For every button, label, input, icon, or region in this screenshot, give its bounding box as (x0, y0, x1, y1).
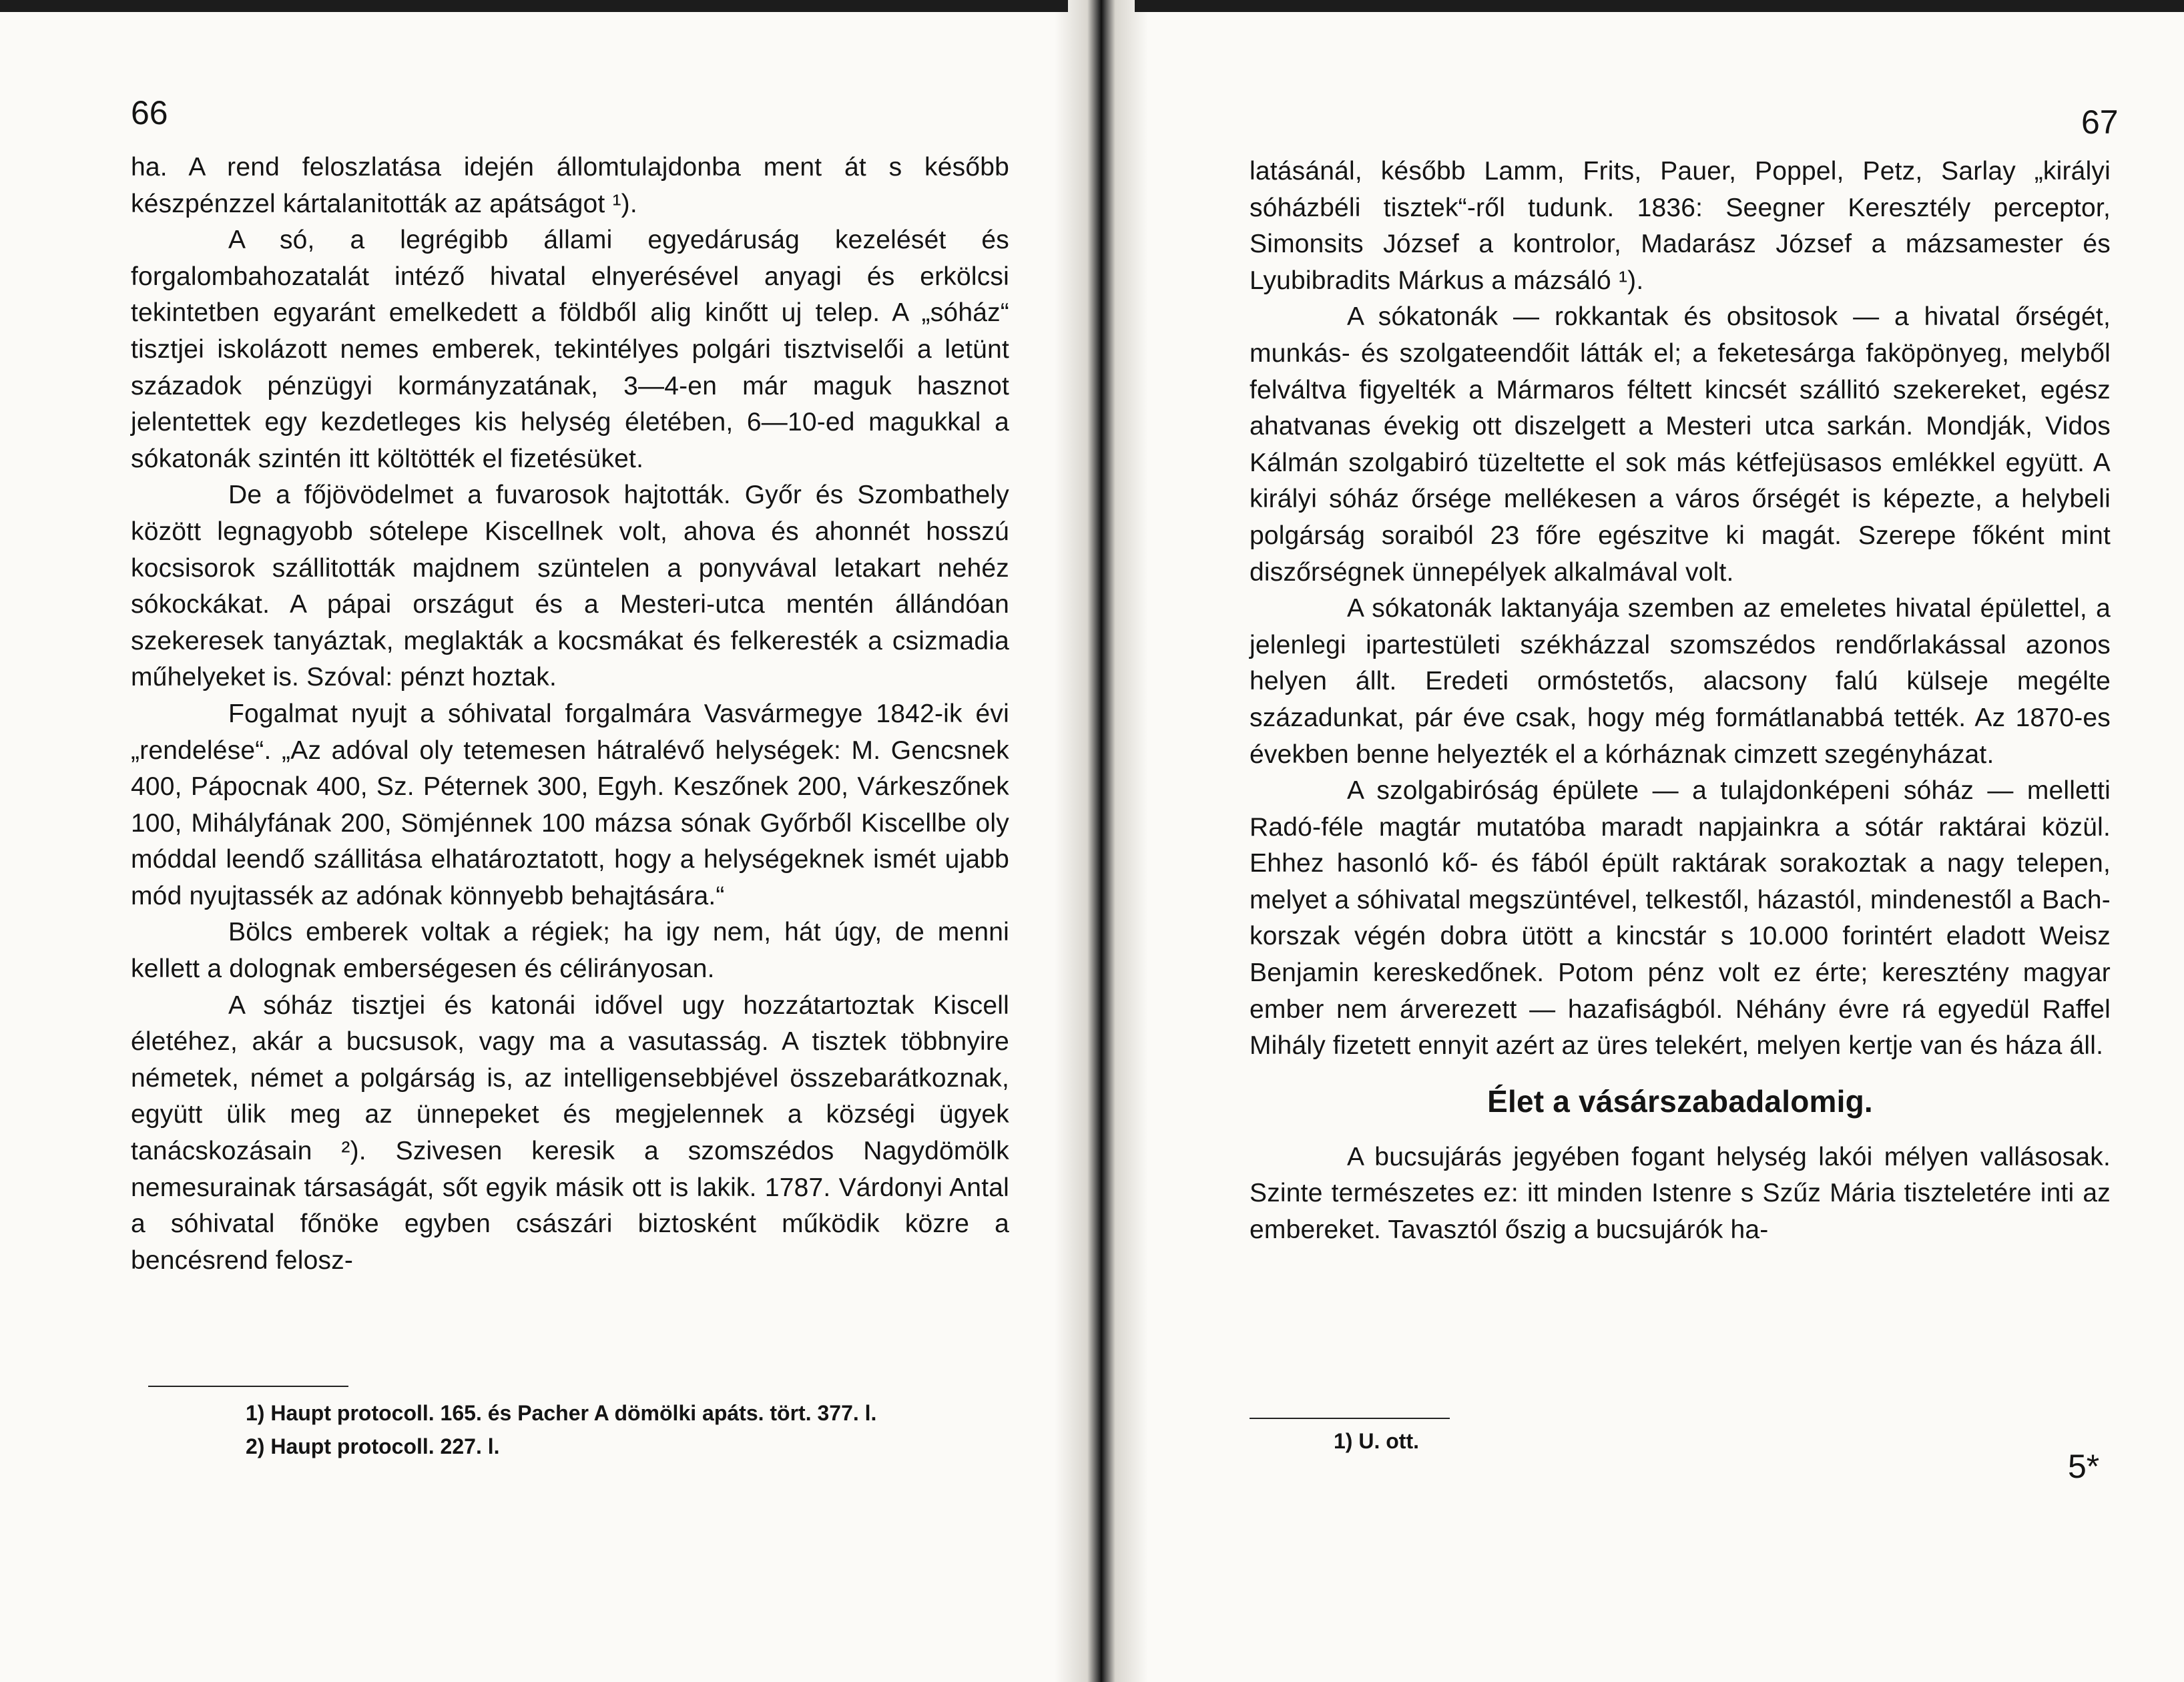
paragraph: A sókatonák laktanyája szemben az emeletes hivatal épülettel, a jelenlegi ipartestületi székházzal szomszédos rendőrlakással azonos helyen állt. Eredeti ormóstetős, alacsony falú külseje megélte századunkat, pár éve csak, hogy még formátlanabbá tették. Az 1870-es években benne helyezték el a kórháznak cimzett szegényházat. (1250, 594, 2111, 769)
paragraph: Fogalmat nyujt a sóhivatal forgalmára Vasvármegye 1842-ik évi „rendelése“. „Az adóval oly tetemesen hátralévő helységek: M. Gencsnek 400, Pápocnak 400, Sz. Péternek 300, Egyh. Keszőnek 200, Várkeszőnek 100, Mihályfának 200, Sömjénnek 100 mázsa sónak Győrből Kiscellbe oly móddal leendő szállitása elhatároztatott, hogy a helységeknek ismét ujabb mód nyujtassék az adónak könnyebb behajtására.“ (131, 699, 1009, 910)
right-footnotes (1334, 1427, 1801, 1460)
paragraph: latásánál, később Lamm, Frits, Pauer, Poppel, Petz, Sarlay „királyi sóházbéli tisztek“-ről tudunk. 1836: Seegner Keresztély perceptor, Simonsits József a kontrolor, Madarász József a mázsamester és Lyubibradits Márkus a mázsáló ¹). (1250, 157, 2111, 295)
left-page-number: 66 (131, 94, 168, 131)
paragraph: A szolgabiróság épülete — a tulajdonképeni sóház — melletti Radó-féle magtár mutatóba maradt napjainkra a sótár raktárai közül. Ehhez hasonló kő- és fából épült raktárak sorakoztak a nagy telepen, melyet a sóhivatal megszüntével, telkestől, házastól, mindenestől a Bach-korszak végén dobra ütött a kincstár s 10.000 forintért eladott Weisz Benjamin kereskedőnek. Potom pénz volt ez érte; keresztény magyar ember nem árverezett — hazafiságból. Néhány évre rá egyedül Raffel Mihály fizetett ennyit azért az üres telekért, melyen kertje van és háza áll. (1250, 776, 2111, 1061)
right-page-number: 67 (2081, 103, 2119, 141)
book-gutter (1055, 0, 1148, 1682)
left-page-top-edge (0, 0, 1068, 12)
section-heading: Élet a vásárszabadalomig. (1487, 1083, 1873, 1119)
paragraph: A só, a legrégibb állami egyedáruság kezelését és forgalombahozatalát intéző hivatal elnyerésével anyagi és erkölcsi tekintetben egyaránt emelkedett a földből alig kinőtt uj telep. A „sóház“ tisztjei iskolázott nemes emberek, tekintélyes polgári tisztviselői a letünt századok pénzügyi kormányzatának, 3—4-en már maguk hasznot jelentettek egy kezdetleges kis helység életében, 6—10-ed magukkal a sókatonák szintén itt költötték el fizetésüket. (131, 226, 1009, 473)
right-page-top-edge (1135, 0, 2184, 12)
paragraph: A sóház tisztjei és katonái idővel ugy hozzátartoztak Kiscell életéhez, akár a bucsusok, vagy ma a vasutasság. A tisztek többnyire németek, német a polgárság is, az intelligensebbjével összebarátkoznak, együtt ülik meg az ünnepeket és megjelennek a községi ügyek tanácskozásain ²). Szivesen keresik a szomszédos Nagydömölk nemesurainak társaságát, sőt egyik másik ott is lakik. 1787. Várdonyi Antal a sóhivatal főnöke egyben császári biztosként működik közre a bencésrend felosz- (131, 991, 1009, 1275)
footnote: 1) Haupt protocoll. 165. és Pacher A dömölki apáts. tört. 377. l. (246, 1401, 877, 1425)
right-page-body (1250, 154, 2111, 1249)
paragraph: Bölcs emberek voltak a régiek; ha igy nem, hát úgy, de menni kellett a dolognak emberségesen és célirányosan. (131, 918, 1009, 984)
paragraph: De a főjövödelmet a fuvarosok hajtották. Győr és Szombathely között legnagyobb sótelepe Kiscellnek volt, ahova és ahonnét hosszú kocsisorok szállitották majdnem szüntelen a ponyvával letakart nehéz sókockákat. A pápai országut és a Mesteri-utca mentén állándóan szekeresek tanyáztak, meglakták a kocsmákat és felkeresték a csizmadia műhelyeket is. Szóval: pénzt hoztak. (131, 481, 1009, 692)
paragraph: ha. A rend feloszlatása idején állomtulajdonba ment át s később készpénzzel kártalanitották az apátságot ¹). (131, 153, 1009, 218)
signature-mark: 5* (2068, 1448, 2100, 1485)
footnote-rule (1250, 1418, 1450, 1419)
footnote: 1) U. ott. (1334, 1429, 1419, 1453)
footnote-rule (148, 1386, 348, 1387)
paragraph: A sókatonák — rokkantak és obsitosok — a hivatal őrségét, munkás- és szolgateendőit látták el; a feketesárga faköpönyeg, melyből felváltva figyelték a Mármaros féltett kincsét szállitó szekereket, egész ahatvanas évekig ott diszelgett a Mesteri utca sarkán. Mondják, Vidos Kálmán szolgabiró tüzeltette el sok más kétfejüsasos emlékkel együtt. A királyi sóház őrsége mellékesen a város őrségét is képezte, a helybeli polgárság soraiból 23 főre egészitve ki magát. Szerepe főként mint diszőrségnek ünnepélyek alkalmával volt. (1250, 302, 2111, 587)
footnote: 2) Haupt protocoll. 227. l. (246, 1434, 500, 1458)
paragraph: A bucsujárás jegyében fogant helység lakói mélyen vallásosak. Szinte természetes ez: itt minden Istenre s Szűz Mária tiszteletére inti az embereket. Tavasztól őszig a bucsujárók ha- (1250, 1142, 2111, 1245)
left-page-body (131, 150, 1009, 1279)
left-footnotes (246, 1399, 1013, 1466)
